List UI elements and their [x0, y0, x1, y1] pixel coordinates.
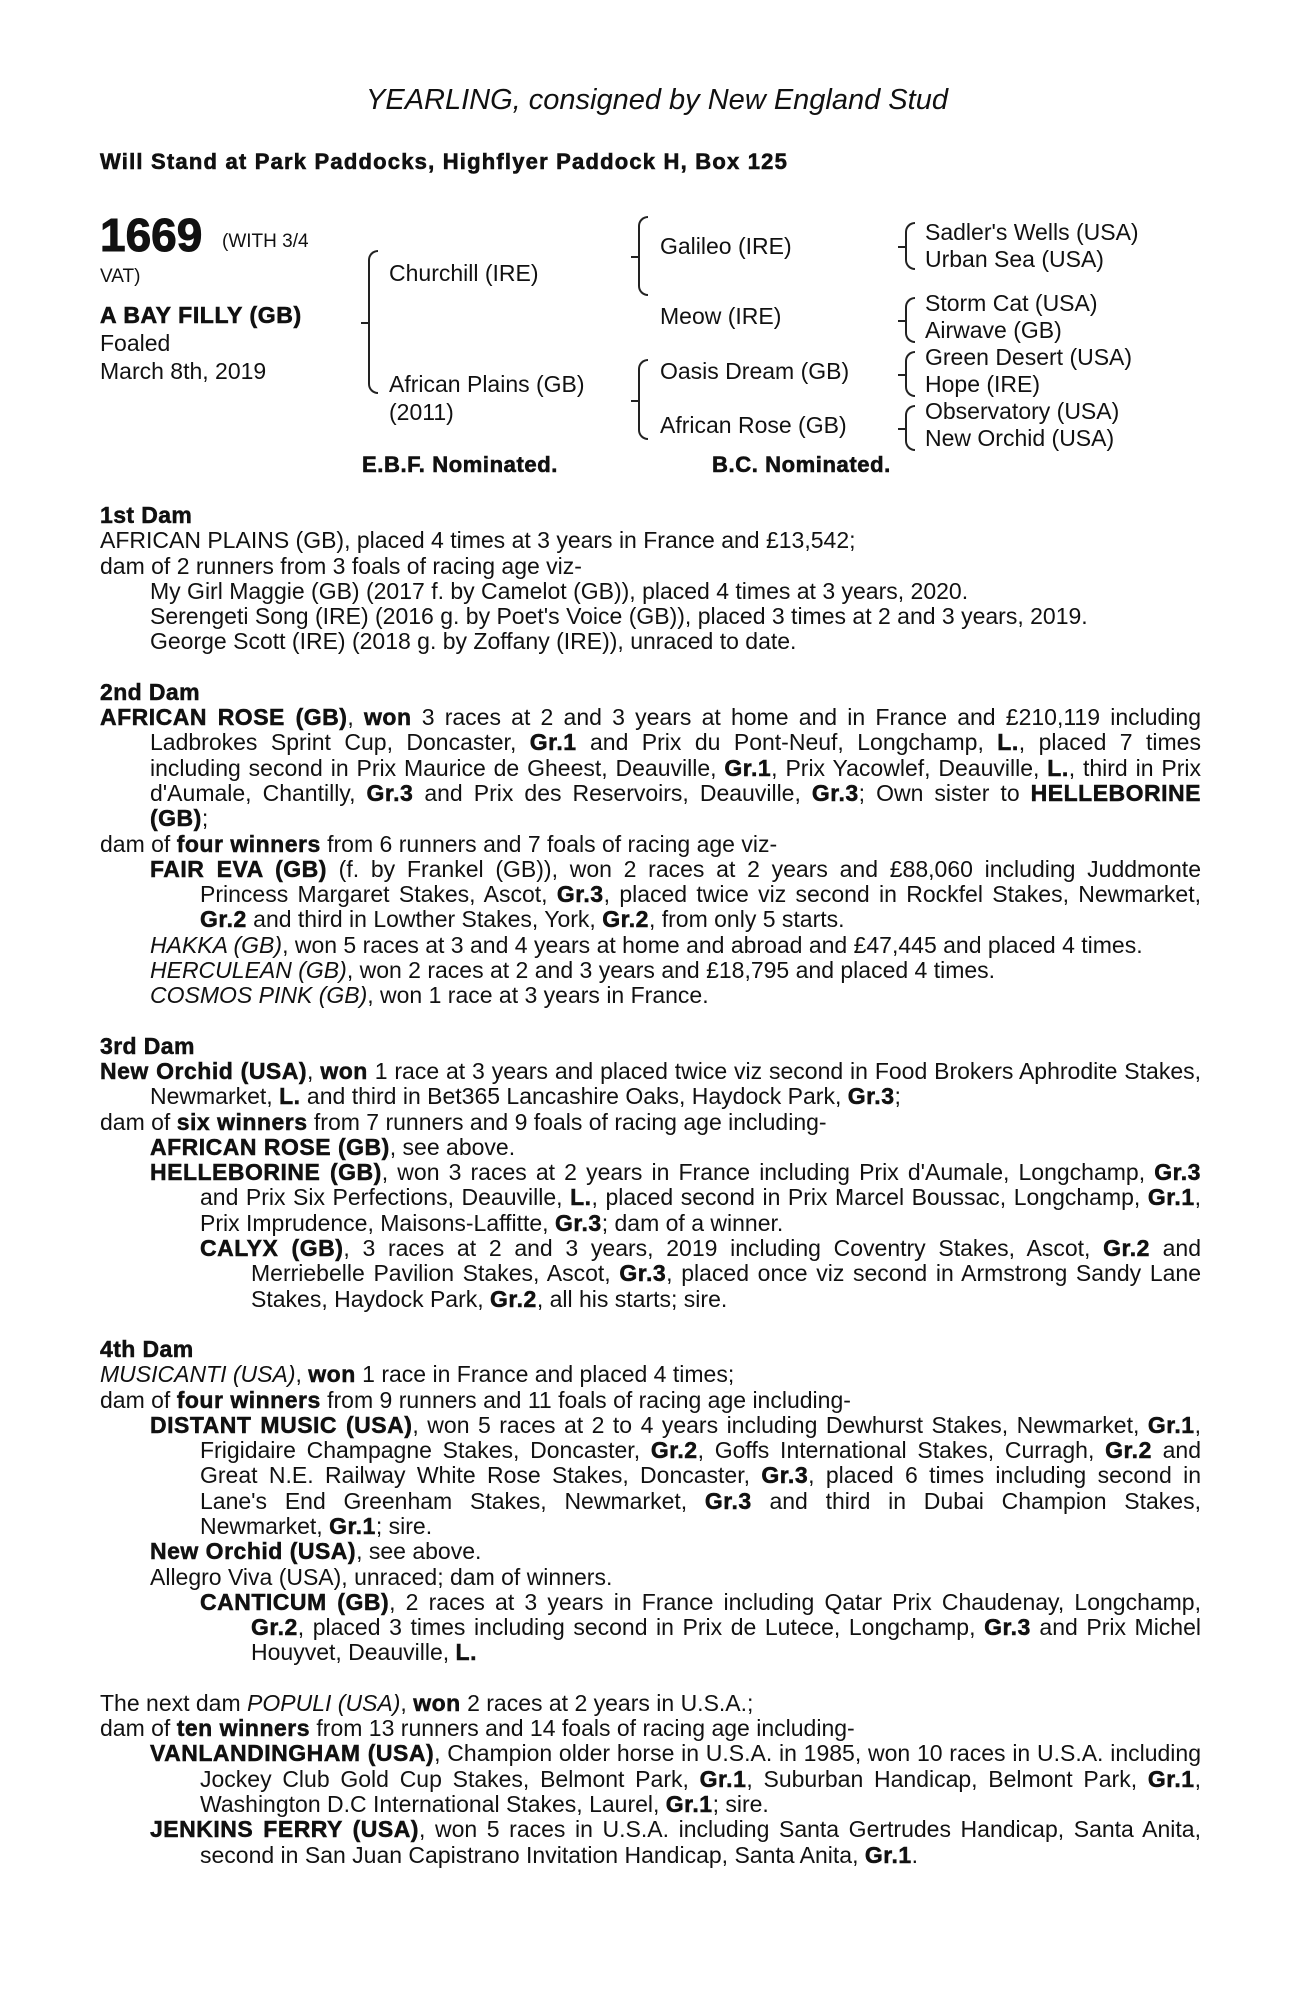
- pedigree-entry: [100, 958, 1201, 983]
- entry-text: George Scott (IRE) (2018 g. by Zoffany (IRE)), unraced to date.: [150, 628, 797, 655]
- entry-text: and Prix des Reservoirs, Deauville,: [413, 779, 812, 806]
- entry-text: dam of 2 runners from 3 foals of racing age viz-: [100, 552, 582, 579]
- brace: [638, 359, 648, 440]
- bold-text: Gr.1: [699, 1765, 747, 1792]
- entry-text: ;: [894, 1083, 901, 1110]
- dam-section: [100, 503, 1201, 655]
- horse-name: A BAY FILLY (GB): [100, 302, 302, 328]
- pedigree-entry: [100, 1539, 1201, 1564]
- pedigree-entry: [100, 579, 1201, 604]
- entry-text: , won 5 races at 2 to 4 years including Dewhurst Stakes, Newmarket,: [412, 1411, 1148, 1438]
- entry-text: 2 races at 2 years in U.S.A.;: [460, 1689, 754, 1716]
- pedigree-entry: [100, 1059, 1201, 1110]
- bold-text: ten winners: [176, 1715, 311, 1742]
- entry-text: , from only 5 starts.: [648, 906, 845, 933]
- bold-text: Gr.3: [554, 1209, 602, 1236]
- bold-text: CALYX (GB): [200, 1235, 344, 1262]
- bold-text: Gr.2: [251, 1614, 298, 1641]
- pedigree-entry: [100, 1160, 1201, 1236]
- entry-text: from 6 runners and 7 foals of racing age viz-: [320, 830, 778, 857]
- bold-text: New Orchid (USA): [100, 1057, 308, 1084]
- entry-text: , Prix Yacowlef, Deauville,: [771, 754, 1048, 781]
- section-heading: 2nd Dam: [100, 678, 200, 705]
- entry-text: ,: [307, 1057, 321, 1084]
- italic-text: HERCULEAN (GB): [150, 957, 347, 984]
- entry-text: .: [911, 1841, 919, 1868]
- section-heading: 3rd Dam: [100, 1032, 195, 1059]
- bold-text: Gr.1: [864, 1841, 912, 1868]
- entry-text: and Prix Michel Houyvet, Deauville,: [251, 1614, 1201, 1666]
- dam: African Plains (GB): [389, 371, 585, 397]
- bold-text: won: [308, 1361, 356, 1388]
- bold-text: L.: [279, 1083, 301, 1110]
- dam-section: [100, 1337, 1201, 1666]
- dam-section: [100, 680, 1201, 1009]
- bold-text: Gr.1: [665, 1790, 713, 1817]
- brace: [905, 222, 915, 270]
- entry-text: , see above.: [356, 1538, 482, 1565]
- dam-section: [100, 1691, 1201, 1868]
- sire-dam-sire: Storm Cat (USA): [925, 290, 1098, 316]
- bold-text: Gr.3: [761, 1462, 809, 1489]
- entry-text: , placed 3 times including second in Prix de Lutece, Longchamp,: [297, 1614, 985, 1641]
- brace: [638, 216, 648, 296]
- entry-text: and Great N.E. Railway White Rose Stakes, Doncaster,: [200, 1437, 1202, 1489]
- bold-text: Gr.1: [1147, 1184, 1195, 1211]
- section-heading: 1st Dam: [100, 502, 193, 528]
- entry-text: , Suburban Handicap, Belmont Park,: [746, 1765, 1148, 1792]
- bold-text: HELLEBORINE (GB): [150, 1159, 382, 1186]
- bold-text: Gr.2: [490, 1285, 537, 1312]
- entry-text: from 7 runners and 9 foals of racing age including-: [307, 1108, 827, 1135]
- lot-number: 1669: [100, 209, 203, 261]
- pedigree-entry: [100, 604, 1201, 629]
- pedigree-entry: [100, 1135, 1201, 1160]
- bold-text: L.: [455, 1639, 477, 1666]
- bold-text: New Orchid (USA): [150, 1538, 357, 1565]
- brace: [905, 297, 915, 343]
- bold-text: Gr.3: [811, 779, 859, 806]
- entry-text: , 3 races at 2 and 3 years, 2019 including Coventry Stakes, Ascot,: [343, 1235, 1104, 1262]
- bold-text: Gr.1: [1147, 1411, 1195, 1438]
- dam-dam: African Rose (GB): [660, 412, 847, 438]
- pedigree-entry: [100, 933, 1201, 958]
- italic-text: MUSICANTI (USA): [100, 1361, 296, 1388]
- bold-text: Gr.3: [984, 1614, 1031, 1641]
- dam-sire: Oasis Dream (GB): [660, 358, 850, 384]
- entry-text: from 13 runners and 14 foals of racing age including-: [310, 1715, 855, 1742]
- entry-text: ,: [295, 1361, 309, 1388]
- entry-text: 1 race in France and placed 4 times;: [355, 1361, 735, 1388]
- sire-dam: Meow (IRE): [660, 303, 782, 329]
- entry-text: AFRICAN PLAINS (GB), placed 4 times at 3 years in France and £13,542;: [100, 527, 856, 554]
- entry-text: dam of: [100, 1715, 177, 1742]
- brace: [368, 250, 378, 394]
- bold-text: DISTANT MUSIC (USA): [150, 1411, 413, 1438]
- bold-text: L.: [1047, 754, 1069, 781]
- bold-text: six winners: [176, 1108, 308, 1135]
- brace: [905, 405, 915, 451]
- entry-text: ,: [347, 704, 365, 731]
- sire-sire: Galileo (IRE): [660, 233, 792, 259]
- italic-text: POPULI (USA): [247, 1689, 401, 1716]
- pedigree-entry: [100, 1691, 1201, 1716]
- pedigree-entry: [100, 983, 1201, 1008]
- bold-text: Gr.3: [556, 881, 604, 908]
- entry-text: , all his starts; sire.: [536, 1285, 728, 1312]
- pedigree-entry: [100, 1362, 1201, 1387]
- entry-text: (f. by Frankel (GB)), won 2 races at 2 years and £88,060 including Juddmonte Princess Margaret Stakes, Ascot,: [200, 855, 1201, 908]
- entry-text: , won 5 races at 3 and 4 years at home and abroad and £47,445 and placed 4 times.: [282, 931, 1143, 958]
- bold-text: VANLANDINGHAM (USA): [150, 1740, 435, 1767]
- dam-dam-sire: Observatory (USA): [925, 398, 1120, 424]
- pedigree-entry: [100, 554, 1201, 579]
- entry-text: and third in Lowther Stakes, York,: [246, 906, 603, 933]
- bold-text: Gr.2: [1105, 1437, 1152, 1464]
- pedigree-entry: [100, 528, 1201, 553]
- bold-text: four winners: [176, 830, 321, 857]
- vat-note-cont: VAT): [100, 266, 141, 287]
- bold-text: Gr.2: [602, 906, 649, 933]
- stand-location: Will Stand at Park Paddocks, Highflyer Paddock H, Box 125: [100, 149, 789, 174]
- pedigree-entry: [100, 832, 1201, 857]
- pedigree-entry: [100, 1388, 1201, 1413]
- bold-text: Gr.2: [650, 1437, 698, 1464]
- entry-text: and third in Dubai Champion Stakes, Newmarket,: [200, 1487, 1201, 1539]
- vat-note: (WITH 3/4: [222, 231, 309, 252]
- entry-text: , placed 7 times including second in Prix Maurice de Gheest, Deauville,: [150, 729, 1201, 781]
- pedigree-entry: [100, 1741, 1201, 1817]
- bold-text: four winners: [176, 1386, 321, 1413]
- entry-text: , Prix Imprudence, Maisons-Laffitte,: [200, 1184, 1202, 1236]
- bold-text: Gr.3: [619, 1260, 667, 1287]
- pedigree-entry: [100, 629, 1201, 654]
- bold-text: Gr.3: [1154, 1159, 1201, 1186]
- bold-text: won: [413, 1689, 461, 1716]
- bold-text: Gr.3: [366, 779, 414, 806]
- sire-sire-dam: Urban Sea (USA): [925, 246, 1104, 272]
- foaled-date: March 8th, 2019: [100, 358, 267, 384]
- entry-text: , placed once viz second in Armstrong Sandy Lane Stakes, Haydock Park,: [251, 1260, 1201, 1312]
- entry-text: 3 races at 2 and 3 years at home and in France and £210,119 including Ladbrokes Sprint Cup, Doncaster,: [150, 704, 1201, 756]
- pedigree-entry: [100, 857, 1201, 933]
- entry-text: , Champion older horse in U.S.A. in 1985, won 10 races in U.S.A. including Jockey Club Gold Cup Stakes, Belmont Park,: [200, 1740, 1201, 1792]
- bold-text: won: [320, 1057, 368, 1084]
- bold-text: Gr.1: [329, 1512, 376, 1539]
- entry-text: , won 1 race at 3 years in France.: [367, 982, 709, 1009]
- entry-text: My Girl Maggie (GB) (2017 f. by Camelot (GB)), placed 4 times at 3 years, 2020.: [150, 577, 969, 604]
- bc-nominated: B.C. Nominated.: [712, 452, 891, 477]
- entry-text: The next dam: [100, 1689, 248, 1716]
- pedigree-entry: [100, 1110, 1201, 1135]
- entry-text: , won 2 races at 2 and 3 years and £18,795 and placed 4 times.: [346, 957, 996, 984]
- bold-text: won: [364, 704, 412, 731]
- entry-text: ; sire.: [712, 1790, 769, 1817]
- entry-text: from 9 runners and 11 foals of racing age including-: [320, 1386, 851, 1413]
- entry-text: ; Own sister to: [858, 779, 1031, 806]
- bold-text: HELLEBORINE (GB): [150, 779, 1201, 832]
- entry-text: Serengeti Song (IRE) (2016 g. by Poet's Voice (GB)), placed 3 times at 2 and 3 years, 2019.: [150, 603, 1088, 630]
- entry-text: , placed 6 times including second in Lane's End Greenham Stakes, Newmarket,: [200, 1462, 1201, 1514]
- bold-text: Gr.1: [529, 729, 577, 756]
- entry-text: ;: [201, 805, 209, 832]
- sire-sire-sire: Sadler's Wells (USA): [925, 219, 1139, 245]
- entry-text: ,: [400, 1689, 414, 1716]
- bold-text: FAIR EVA (GB): [150, 855, 327, 882]
- pedigree-entry: [100, 1590, 1201, 1666]
- dam-dam-dam: New Orchid (USA): [925, 425, 1115, 451]
- bold-text: JENKINS FERRY (USA): [150, 1816, 419, 1843]
- ebf-nominated: E.B.F. Nominated.: [362, 452, 558, 477]
- pedigree-entry: [100, 705, 1201, 831]
- entry-text: and Merriebelle Pavilion Stakes, Ascot,: [251, 1235, 1201, 1287]
- section-heading: 4th Dam: [100, 1335, 194, 1362]
- sire: Churchill (IRE): [389, 260, 539, 286]
- bold-text: L.: [997, 729, 1019, 756]
- dam-sire-sire: Green Desert (USA): [925, 344, 1133, 370]
- entry-text: , placed second in Prix Marcel Boussac, Longchamp,: [591, 1184, 1148, 1211]
- bold-text: CANTICUM (GB): [200, 1588, 390, 1615]
- entry-text: and Prix du Pont-Neuf, Longchamp,: [576, 729, 998, 756]
- bold-text: Gr.1: [1147, 1765, 1195, 1792]
- foaled-label: Foaled: [100, 330, 171, 356]
- entry-text: dam of: [100, 830, 177, 857]
- entry-text: and third in Bet365 Lancashire Oaks, Haydock Park,: [300, 1083, 848, 1110]
- entry-text: , Washington D.C International Stakes, Laurel,: [200, 1765, 1201, 1817]
- pedigree-entry: [100, 1817, 1201, 1868]
- sire-dam-dam: Airwave (GB): [925, 317, 1062, 343]
- bold-text: L.: [570, 1184, 592, 1211]
- dam-sire-dam: Hope (IRE): [925, 371, 1041, 397]
- entry-text: , 2 races at 3 years in France including Qatar Prix Chaudenay, Longchamp,: [389, 1588, 1201, 1615]
- bold-text: AFRICAN ROSE (GB): [150, 1133, 390, 1160]
- catalogue-page-body: [100, 503, 1201, 1893]
- bold-text: AFRICAN ROSE (GB): [100, 704, 348, 731]
- pedigree-entry: [100, 1716, 1201, 1741]
- entry-text: dam of: [100, 1386, 177, 1413]
- bold-text: Gr.1: [724, 754, 772, 781]
- pedigree-entry: [100, 1413, 1201, 1539]
- bold-text: Gr.3: [704, 1487, 752, 1514]
- brace: [905, 351, 915, 397]
- entry-text: , Frigidaire Champagne Stakes, Doncaster,: [200, 1411, 1201, 1464]
- entry-text: , won 3 races at 2 years in France including Prix d'Aumale, Longchamp,: [381, 1159, 1155, 1186]
- pedigree-entry: [100, 1236, 1201, 1312]
- italic-text: HAKKA (GB): [150, 931, 283, 958]
- entry-text: , placed twice viz second in Rockfel Stakes, Newmarket,: [603, 881, 1201, 908]
- entry-text: , see above.: [389, 1133, 516, 1160]
- entry-text: , won 5 races in U.S.A. including Santa Gertrudes Handicap, Santa Anita, second in San Juan Capistrano Invitation Handicap, Santa Anita,: [200, 1816, 1201, 1868]
- italic-text: COSMOS PINK (GB): [150, 982, 368, 1009]
- dam-year: (2011): [389, 399, 454, 425]
- bold-text: Gr.2: [1103, 1235, 1150, 1262]
- entry-text: Allegro Viva (USA), unraced; dam of winners.: [150, 1563, 613, 1590]
- dam-section: [100, 1034, 1201, 1312]
- page-title: YEARLING, consigned by New England Stud: [366, 84, 948, 116]
- bold-text: Gr.2: [200, 906, 247, 933]
- bold-text: Gr.3: [847, 1083, 895, 1110]
- entry-text: dam of: [100, 1108, 177, 1135]
- entry-text: ; sire.: [375, 1512, 433, 1539]
- entry-text: ; dam of a winner.: [601, 1209, 784, 1236]
- entry-text: , Goffs International Stakes, Curragh,: [697, 1437, 1106, 1464]
- entry-text: , third in Prix d'Aumale, Chantilly,: [150, 754, 1201, 806]
- entry-text: and Prix Six Perfections, Deauville,: [200, 1184, 571, 1211]
- entry-text: 1 race at 3 years and placed twice viz second in Food Brokers Aphrodite Stakes, Newmarket,: [150, 1057, 1202, 1110]
- pedigree-entry: [100, 1565, 1201, 1590]
